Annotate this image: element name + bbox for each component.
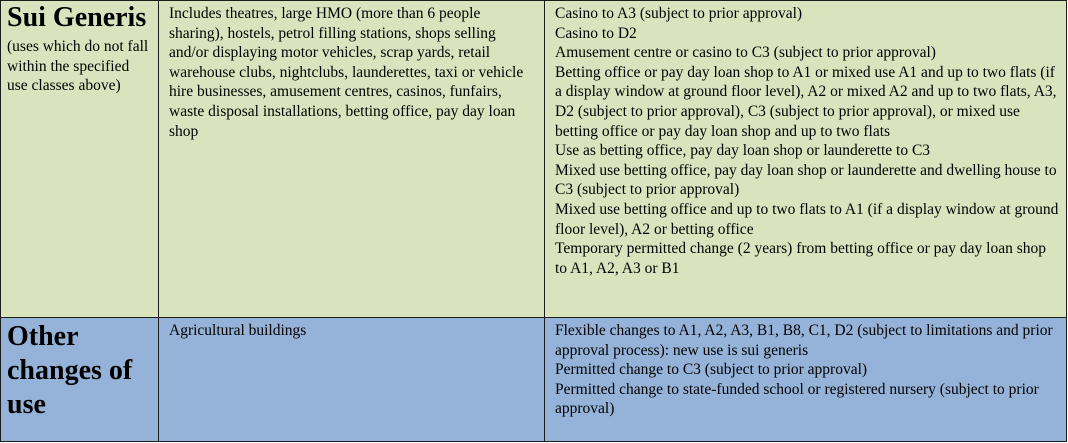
table-row-sui-generis — [1, 1, 1067, 318]
use-class-heading: Other changes of use — [7, 321, 133, 420]
change-item: Temporary permitted change (2 years) from betting office or pay day loan shop to A1, A2, A3 or B1 — [555, 240, 1047, 277]
permitted-changes-cell — [545, 318, 1067, 442]
change-item: Casino to D2 — [555, 24, 637, 42]
examples-cell: Agricultural buildings — [159, 318, 545, 442]
change-item: Casino to A3 (subject to prior approval) — [555, 5, 803, 22]
use-class-cell — [1, 1, 159, 318]
change-item: Betting office or pay day loan shop to A1 or mixed use A1 and up to two flats (if a display window at ground floor level), A2 or mixed A2 and up to two flats, A3, D2 (subject to prior approval), C3 (subject to prior approval), or mixed use betting office or pay day loan shop and up to two flats — [555, 63, 1057, 140]
table-row-other-changes — [1, 318, 1067, 442]
change-item: Flexible changes to A1, A2, A3, B1, B8, C1, D2 (subject to limitations and prior approval process): new use is sui generis — [555, 322, 1053, 359]
change-item: Use as betting office, pay day loan shop or launderette to C3 — [555, 142, 931, 160]
change-item: Mixed use betting office, pay day loan shop or launderette and dwelling house to C3 (subject to prior approval) — [555, 161, 1057, 199]
change-item: Mixed use betting office and up to two flats to A1 (if a display window at ground floor level), A2 or betting office — [555, 200, 1059, 238]
change-item: Permitted change to C3 (subject to prior approval) — [555, 361, 868, 379]
use-class-heading: Sui Generis — [7, 2, 147, 33]
permitted-changes-cell — [545, 1, 1067, 318]
use-class-cell — [1, 318, 159, 442]
examples-cell: Includes theatres, large HMO (more than 6 people sharing), hostels, petrol filling stations, shops selling and/or displaying motor vehicles, scrap yards, retail warehouse clubs, nightclubs, launderettes, taxi or vehicle hire businesses, amusement centres, casinos, funfairs, waste disposal installations, betting office, pay day loan shop — [159, 1, 545, 318]
use-class-note: (uses which do not fall within the specified use classes above) — [7, 38, 149, 94]
change-item: Permitted change to state-funded school or registered nursery (subject to prior approval) — [555, 380, 1039, 418]
change-item: Amusement centre or casino to C3 (subject to prior approval) — [555, 44, 936, 62]
